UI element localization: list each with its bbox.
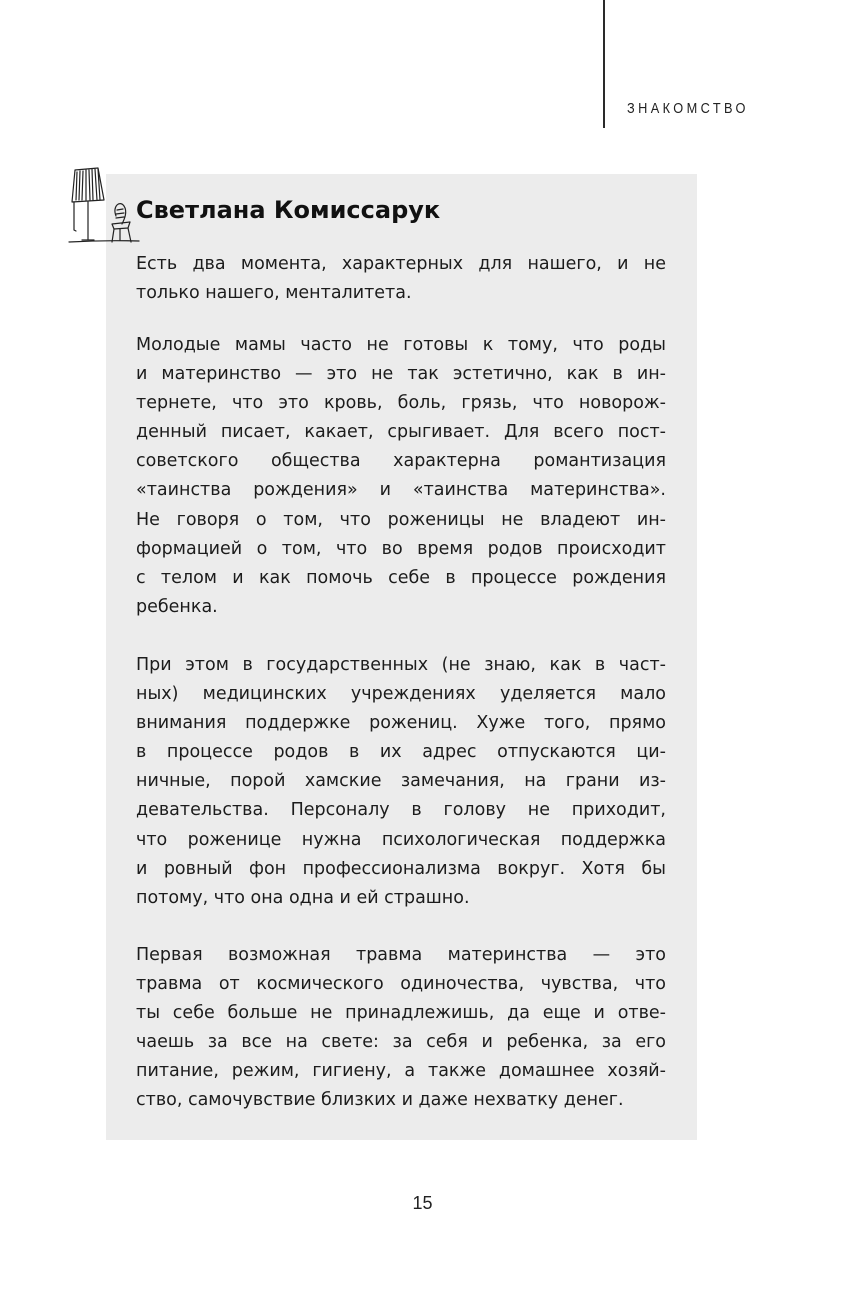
section-title: ЗНАКОМСТВО (627, 100, 749, 117)
text-line: «таинства рождения» и «таинства материнства». (136, 480, 666, 501)
text-line: потому, что она одна и ей страшно. (136, 887, 470, 908)
text-line: и материнство — это не так эстетично, как в ин- (136, 364, 666, 385)
text-line: Не говоря о том, что роженицы не владеют ин- (136, 509, 666, 530)
text-line: и ровный фон профессионализма вокруг. Хотя бы (136, 858, 666, 879)
text-line: Есть два момента, характерных для нашего, и не (136, 254, 666, 274)
paragraph-1 (136, 250, 666, 308)
paragraph-3 (136, 651, 666, 913)
text-line: только нашего, менталитета. (136, 283, 412, 304)
text-line: с телом и как помочь себе в процессе рождения (136, 567, 666, 588)
text-line: чаешь за все на свете: за себя и ребенка, за его (136, 1032, 666, 1053)
text-line: формацией о том, что во время родов происходит (136, 538, 666, 559)
text-line: тернете, что это кровь, боль, грязь, что новорож- (136, 393, 666, 414)
text-line: ных) медицинских учреждениях уделяется мало (136, 684, 666, 705)
text-line: питание, режим, гигиену, а также домашнее хозяй- (136, 1061, 666, 1082)
paragraph-4 (136, 941, 666, 1116)
text-line: Молодые мамы часто не готовы к тому, что роды (136, 335, 666, 355)
header-rule (603, 0, 605, 128)
text-line: в процессе родов в их адрес отпускаются ци- (136, 742, 666, 763)
text-line: ничные, порой хамские замечания, на грани из- (136, 771, 666, 792)
text-line: внимания поддержке рожениц. Хуже того, прямо (136, 713, 666, 734)
text-line: травма от космического одиночества, чувства, что (136, 974, 666, 995)
text-line: что роженице нужна психологическая поддержка (136, 829, 666, 850)
text-line: девательства. Персоналу в голову не приходит, (136, 800, 666, 821)
lamp-and-chair-illustration (64, 160, 144, 250)
text-line: ство, самочувствие близких и даже нехватку денег. (136, 1090, 624, 1111)
text-line: советского общества характерна романтизация (136, 451, 666, 472)
paragraph-2 (136, 331, 666, 622)
text-line: ребенка. (136, 596, 218, 617)
text-line: При этом в государственных (не знаю, как в част- (136, 655, 666, 675)
text-line: Первая возможная травма материнства — это (136, 945, 666, 965)
text-line: ты себе больше не принадлежишь, да еще и отве- (136, 1003, 666, 1024)
text-line: денный писает, какает, срыгивает. Для всего пост- (136, 422, 666, 443)
page-number: 15 (412, 1193, 433, 1213)
quote-author: Светлана Комиссарук (136, 196, 441, 224)
